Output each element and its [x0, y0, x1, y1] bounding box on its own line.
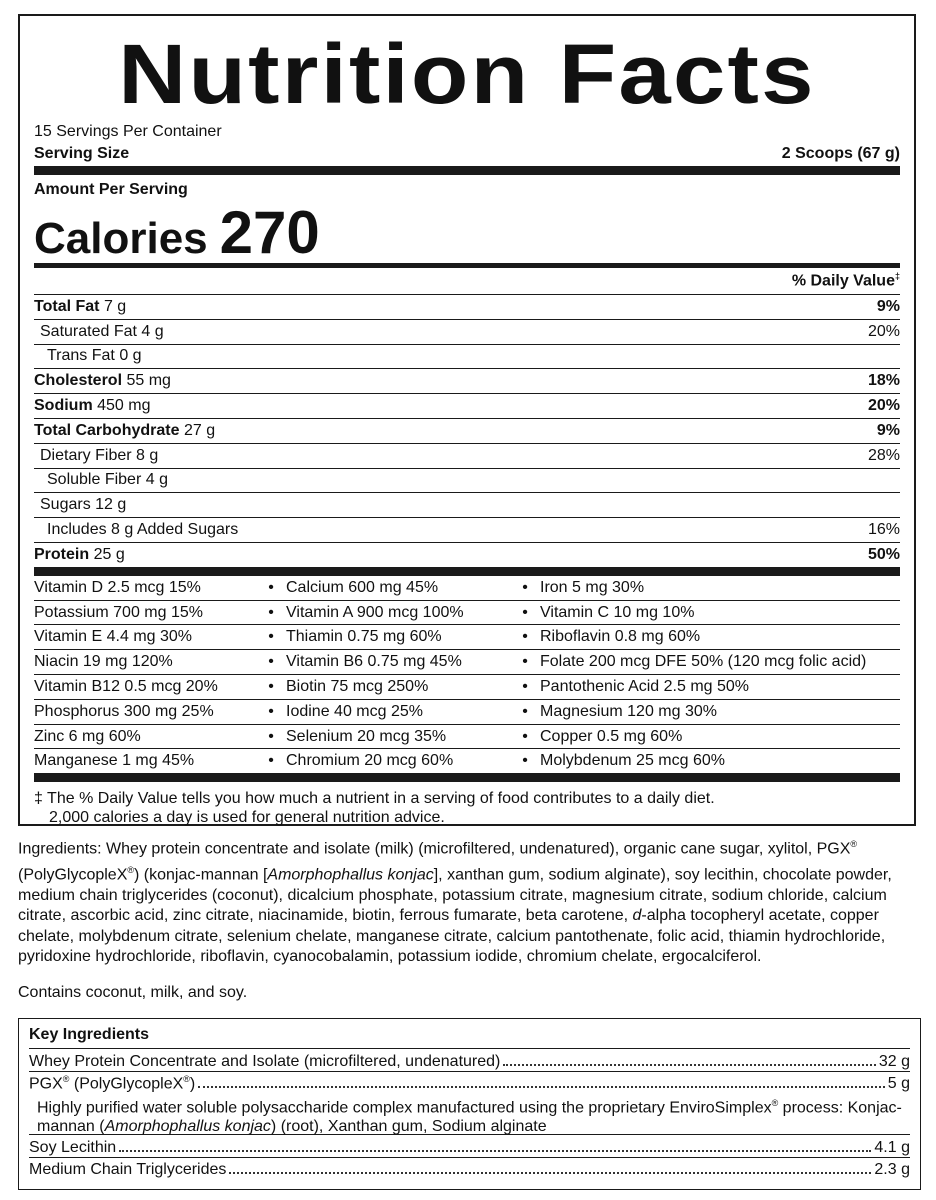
vitamins-minerals	[34, 576, 900, 782]
bullet-separator: •	[510, 625, 540, 650]
bullet-separator: •	[510, 700, 540, 725]
ingredients-text: Ingredients: Whey protein concentrate and isolate (milk) (microfiltered, undenatured), organic cane sugar, xylitol, PGX® (PolyGlycopleX®) (konjac-mannan [Amorphophallus konjac], xanthan gum, sodium alginate), soy lecithin, chocolate powder, medium chain triglycerides (coconut), dicalcium phosphate, potassium citrate, magnesium citrate, sodium chloride, calcium citrate, ascorbic acid, zinc citrate, niacinamide, biotin, ferrous fumarate, beta carotene, d-alpha tocopheryl acetate, copper chelate, molybdenum citrate, selenium chelate, manganese citrate, calcium pantothenate, folic acid, thiamin hydrochloride, pyridoxine hydrochloride, riboflavin, cyanocobalamin, potassium iodide, chromium chelate, ergocalciferol.	[18, 839, 892, 966]
vitamin-cell: Selenium 20 mcg 35%	[286, 725, 510, 750]
key-ingredient-row: Medium Chain Triglycerides 2.3 g	[29, 1161, 910, 1178]
bullet-separator: •	[522, 752, 528, 770]
vitamin-cell: Thiamin 0.75 mg 60%	[286, 625, 510, 650]
vitamin-cell: Zinc 6 mg 60%	[34, 725, 256, 750]
key-ingredient-row: Whey Protein Concentrate and Isolate (microfiltered, undenatured) 32 g	[29, 1049, 910, 1072]
footnote: ‡ The % Daily Value tells you how much a nutrient in a serving of food contributes to a daily diet. 2,000 calories a day is used for general nutrition advice.	[34, 790, 715, 827]
bullet-separator: •	[256, 650, 286, 675]
calories-label: Calories	[34, 214, 208, 263]
bullet-separator: •	[256, 700, 286, 725]
bullet-separator: •	[268, 752, 274, 770]
bullet-separator: •	[256, 625, 286, 650]
vitamin-cell: Potassium 700 mg 15%	[34, 601, 256, 626]
serving-size-value: 2 Scoops (67 g)	[781, 145, 900, 162]
nutrient-row: Trans Fat 0 g	[34, 345, 900, 370]
vitamin-cell: Pantothenic Acid 2.5 mg 50%	[540, 675, 900, 700]
vitamin-cell: Vitamin B6 0.75 mg 45%	[286, 650, 510, 675]
daily-value-header: % Daily Value‡	[34, 268, 900, 295]
vitamin-cell: Iodine 40 mcg 25%	[286, 700, 510, 725]
bullet-separator: •	[256, 675, 286, 700]
key-ingredients-title: Key Ingredients	[29, 1019, 910, 1049]
vitamin-cell: Copper 0.5 mg 60%	[540, 725, 900, 750]
bullet-separator: •	[510, 601, 540, 626]
key-ingredients-box	[18, 1018, 921, 1190]
amount-per-serving: Amount Per Serving	[34, 181, 188, 198]
vitamin-cell: Calcium 600 mg 45%	[286, 576, 510, 601]
calories-row	[34, 199, 900, 268]
vitamin-cell: Vitamin C 10 mg 10%	[540, 601, 900, 626]
nutrient-row: Cholesterol 55 mg 18%	[34, 369, 900, 394]
bullet-separator: •	[510, 650, 540, 675]
serving-size-row	[34, 142, 900, 175]
vitamin-cell: Folate 200 mcg DFE 50% (120 mcg folic acid)	[540, 650, 900, 675]
vitamin-cell: Vitamin D 2.5 mcg 15%	[34, 576, 256, 601]
nutrient-row: Soluble Fiber 4 g	[34, 469, 900, 494]
vitamin-cell: Niacin 19 mg 120%	[34, 650, 256, 675]
bullet-separator: •	[510, 576, 540, 601]
serving-size-label: Serving Size	[34, 145, 130, 162]
vitamin-cell: Molybdenum 25 mcg 60%	[540, 752, 725, 770]
vitamin-cell: Magnesium 120 mg 30%	[540, 700, 900, 725]
vitamin-cell: Vitamin E 4.4 mg 30%	[34, 625, 256, 650]
vitamin-cell: Riboflavin 0.8 mg 60%	[540, 625, 900, 650]
bullet-separator: •	[510, 675, 540, 700]
vitamin-cell: Biotin 75 mcg 250%	[286, 675, 510, 700]
servings-per-container: 15 Servings Per Container	[34, 123, 222, 140]
nutrient-row: Includes 8 g Added Sugars 16%	[34, 518, 900, 543]
bullet-separator: •	[510, 725, 540, 750]
label-title: Nutrition Facts	[118, 27, 816, 121]
allergen-statement: Contains coconut, milk, and soy.	[18, 984, 248, 1001]
vitamin-cell: Vitamin A 900 mcg 100%	[286, 601, 510, 626]
vitamin-cell: Phosphorus 300 mg 25%	[34, 700, 256, 725]
key-ingredient-row: Soy Lecithin 4.1 g	[29, 1135, 910, 1158]
nutrition-facts-panel	[18, 14, 916, 826]
bullet-separator: •	[256, 576, 286, 601]
bullet-separator: •	[256, 601, 286, 626]
vitamin-grid	[34, 576, 900, 773]
nutrient-row: Protein 25 g 50%	[34, 543, 900, 576]
nutrient-row: Sodium 450 mg 20%	[34, 394, 900, 419]
nutrient-row: Sugars 12 g	[34, 493, 900, 518]
bullet-separator: •	[256, 725, 286, 750]
vitamin-cell: Iron 5 mg 30%	[540, 576, 900, 601]
nutrient-row: Dietary Fiber 8 g 28%	[34, 444, 900, 469]
nutrient-row: Saturated Fat 4 g 20%	[34, 320, 900, 345]
pgx-description: Highly purified water soluble polysaccharide complex manufactured using the proprietary EnviroSimplex® process: Konjac-mannan (Amorphophallus konjac) (root), Xanthan gum, Sodium alginate	[29, 1093, 910, 1135]
nutrient-row: Total Carbohydrate 27 g 9%	[34, 419, 900, 444]
calories-value: 270	[219, 199, 320, 266]
vitamin-cell: Chromium 20 mcg 60%	[286, 752, 454, 770]
key-ingredient-row: PGX® (PolyGlycopleX®) 5 g	[29, 1073, 910, 1092]
vitamin-cell: Manganese 1 mg 45%	[34, 752, 195, 770]
vitamin-cell: Vitamin B12 0.5 mcg 20%	[34, 675, 256, 700]
nutrient-row: Total Fat 7 g 9%	[34, 295, 900, 320]
